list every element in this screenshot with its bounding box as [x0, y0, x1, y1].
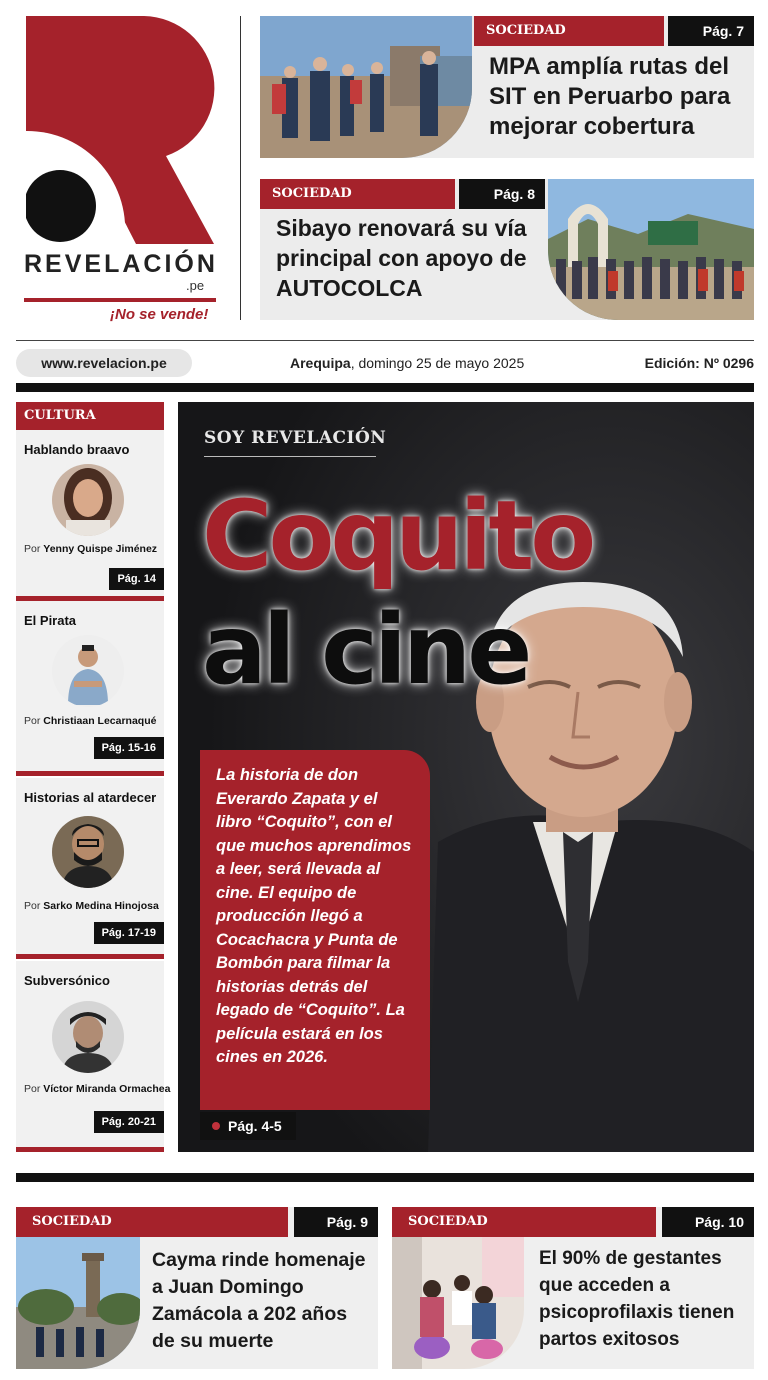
- bottom-story-1-photo: [16, 1237, 140, 1369]
- column-byline: [24, 715, 156, 727]
- brand-slogan: ¡No se vende!: [110, 306, 209, 323]
- bottom-story-1-page: Pág. 9: [294, 1207, 378, 1237]
- brand-logo[interactable]: [26, 16, 216, 244]
- top-story-2-headline[interactable]: Sibayo renovará su vía principal con apoyo de AUTOCOLCA: [276, 215, 527, 301]
- column-author: Christiaan Lecarnaqué: [43, 715, 157, 727]
- footer-rule: [16, 1173, 754, 1182]
- byline-prefix: Por: [24, 543, 41, 555]
- bottom-story-1-headline[interactable]: Cayma rinde homenaje a Juan Domingo Zamácola a 202 años de su muerte: [152, 1249, 366, 1352]
- byline-prefix: Por: [24, 715, 41, 727]
- bottom-story-2-section: SOCIEDAD: [392, 1207, 656, 1237]
- brand-wordmark: REVELACIÓN: [24, 250, 218, 278]
- logo-r-mark: [26, 16, 216, 244]
- top-story-1-section: SOCIEDAD: [474, 16, 664, 46]
- top-story-1-page: Pág. 7: [668, 16, 754, 46]
- top-story-1[interactable]: [260, 16, 754, 158]
- column-author: Sarko Medina Hinojosa: [43, 900, 159, 912]
- masthead-divider: [240, 16, 241, 320]
- column-author: Yenny Quispe Jiménez: [43, 543, 158, 555]
- issue-city: Arequipa: [290, 355, 351, 371]
- issue-edition: Edición: Nº 0296: [644, 355, 754, 371]
- column-page: Pág. 15-16: [94, 737, 164, 759]
- brand-domain-suffix: .pe: [186, 278, 205, 293]
- avatar: [52, 635, 124, 707]
- sidebar-section-label: CULTURA: [16, 402, 164, 430]
- column-title: Historias al atardecer: [24, 790, 157, 805]
- header-rule: [16, 383, 754, 392]
- top-story-1-headline[interactable]: MPA amplía rutas del SIT en Peruarbo para mejorar cobertura: [489, 53, 731, 140]
- info-divider: [16, 340, 754, 341]
- column-separator: [16, 1147, 164, 1152]
- bullet-icon: [212, 1122, 220, 1130]
- column-byline: [24, 1083, 170, 1095]
- issue-date: [290, 355, 524, 371]
- main-story-title-line1[interactable]: Coquito: [202, 480, 593, 592]
- byline-prefix: Por: [24, 1083, 41, 1095]
- column-card-4[interactable]: [16, 961, 171, 1147]
- top-story-2-photo: [548, 179, 754, 320]
- bottom-story-1-section: SOCIEDAD: [16, 1207, 288, 1237]
- top-story-1-photo: [260, 16, 472, 158]
- column-card-2[interactable]: [16, 601, 164, 771]
- byline-prefix: Por: [24, 900, 41, 912]
- main-story[interactable]: [178, 402, 754, 1152]
- site-url-link[interactable]: www.revelacion.pe: [16, 349, 192, 377]
- column-title: Subversónico: [24, 973, 110, 988]
- top-story-2-page: Pág. 8: [459, 179, 545, 209]
- column-separator: [16, 954, 164, 959]
- column-title: Hablando braavo: [24, 442, 130, 457]
- bottom-story-2-headline[interactable]: El 90% de gestantes que acceden a psicoprofilaxis tienen partos exitosos: [539, 1248, 735, 1350]
- main-story-lead: La historia de don Everardo Zapata y el libro “Coquito”, con el que muchos aprendimos a leer, será llevada al cine. El equipo de producción llegó a Cocachacra y Punta de Bombón para filmar la historias detrás del legado de “Coquito”. La película estará en los cines en 2026.: [200, 750, 430, 1110]
- main-story-kicker: SOY REVELACIÓN: [204, 428, 387, 448]
- column-byline: [24, 543, 157, 555]
- column-page: Pág. 14: [109, 568, 164, 590]
- column-card-3[interactable]: [16, 778, 164, 954]
- avatar: [52, 1001, 124, 1073]
- main-story-page: [200, 1112, 296, 1140]
- column-byline: [24, 900, 159, 912]
- top-story-2[interactable]: [260, 179, 754, 320]
- column-separator: [16, 771, 164, 776]
- bottom-story-2-photo: [392, 1237, 524, 1369]
- column-page: Pág. 17-19: [94, 922, 164, 944]
- brand-underline: [24, 298, 216, 302]
- main-story-page-label: Pág. 4-5: [228, 1118, 282, 1134]
- kicker-underline: [204, 456, 376, 457]
- bottom-story-2-page: Pág. 10: [662, 1207, 754, 1237]
- top-story-2-section: SOCIEDAD: [260, 179, 455, 209]
- column-title: El Pirata: [24, 613, 77, 628]
- column-author: Víctor Miranda Ormachea: [43, 1083, 171, 1095]
- bottom-story-2[interactable]: [392, 1207, 754, 1369]
- column-card-1[interactable]: [16, 430, 164, 596]
- main-story-title-line2[interactable]: al cine: [202, 594, 529, 706]
- bottom-story-1[interactable]: [16, 1207, 378, 1369]
- column-page: Pág. 20-21: [94, 1111, 164, 1133]
- avatar: [52, 464, 124, 536]
- avatar: [52, 816, 124, 888]
- issue-date-text: , domingo 25 de mayo 2025: [350, 355, 525, 371]
